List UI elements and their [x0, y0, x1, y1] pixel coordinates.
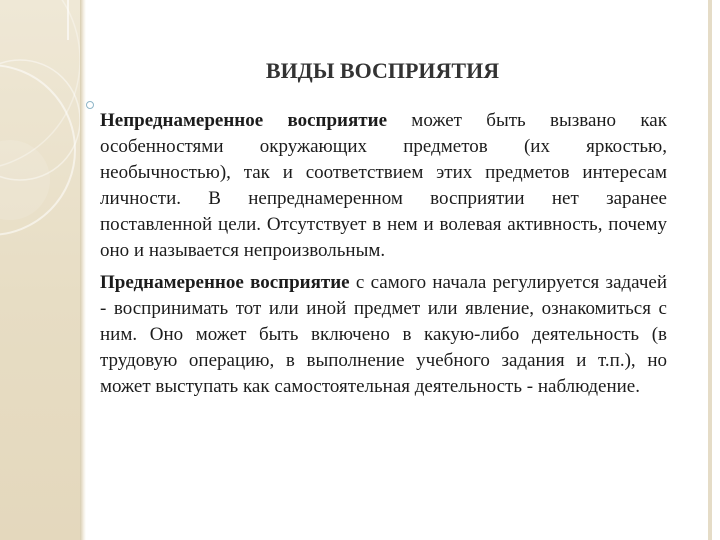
right-border — [708, 0, 712, 540]
term-unintentional: Непреднамеренное восприятие — [100, 110, 387, 131]
slide-body — [100, 108, 667, 406]
band-edge-shadow — [80, 0, 86, 540]
slide-title: ВИДЫ ВОСПРИЯТИЯ — [265, 58, 500, 83]
bullet-icon — [86, 101, 94, 109]
paragraph-text: с самого начала регулируется задачей - воспринимать тот или иной предмет или явление, ознакомиться с ним. Оно может быть включено в какую-либо деятельность (в трудовую операцию, в выполнение учебного задания и т.п.), но может выступать как самостоятельная деятельность - наблюдение. — [100, 272, 667, 397]
decorative-side-band — [0, 0, 80, 540]
paragraph-intentional-perception — [100, 270, 667, 400]
paragraph-unintentional-perception — [100, 108, 667, 264]
term-intentional: Преднамеренное восприятие — [100, 272, 350, 293]
decorative-circles-graphic — [0, 0, 80, 540]
paragraph-text: может быть вызвано как особенностями окружающих предметов (их яркостью, необычностью), так и соответствием этих предметов интересам личности. В непреднамеренном восприятии нет заранее поставленной цели. Отсутствует в нем и волевая активность, почему оно и называется непроизвольным. — [100, 110, 667, 261]
